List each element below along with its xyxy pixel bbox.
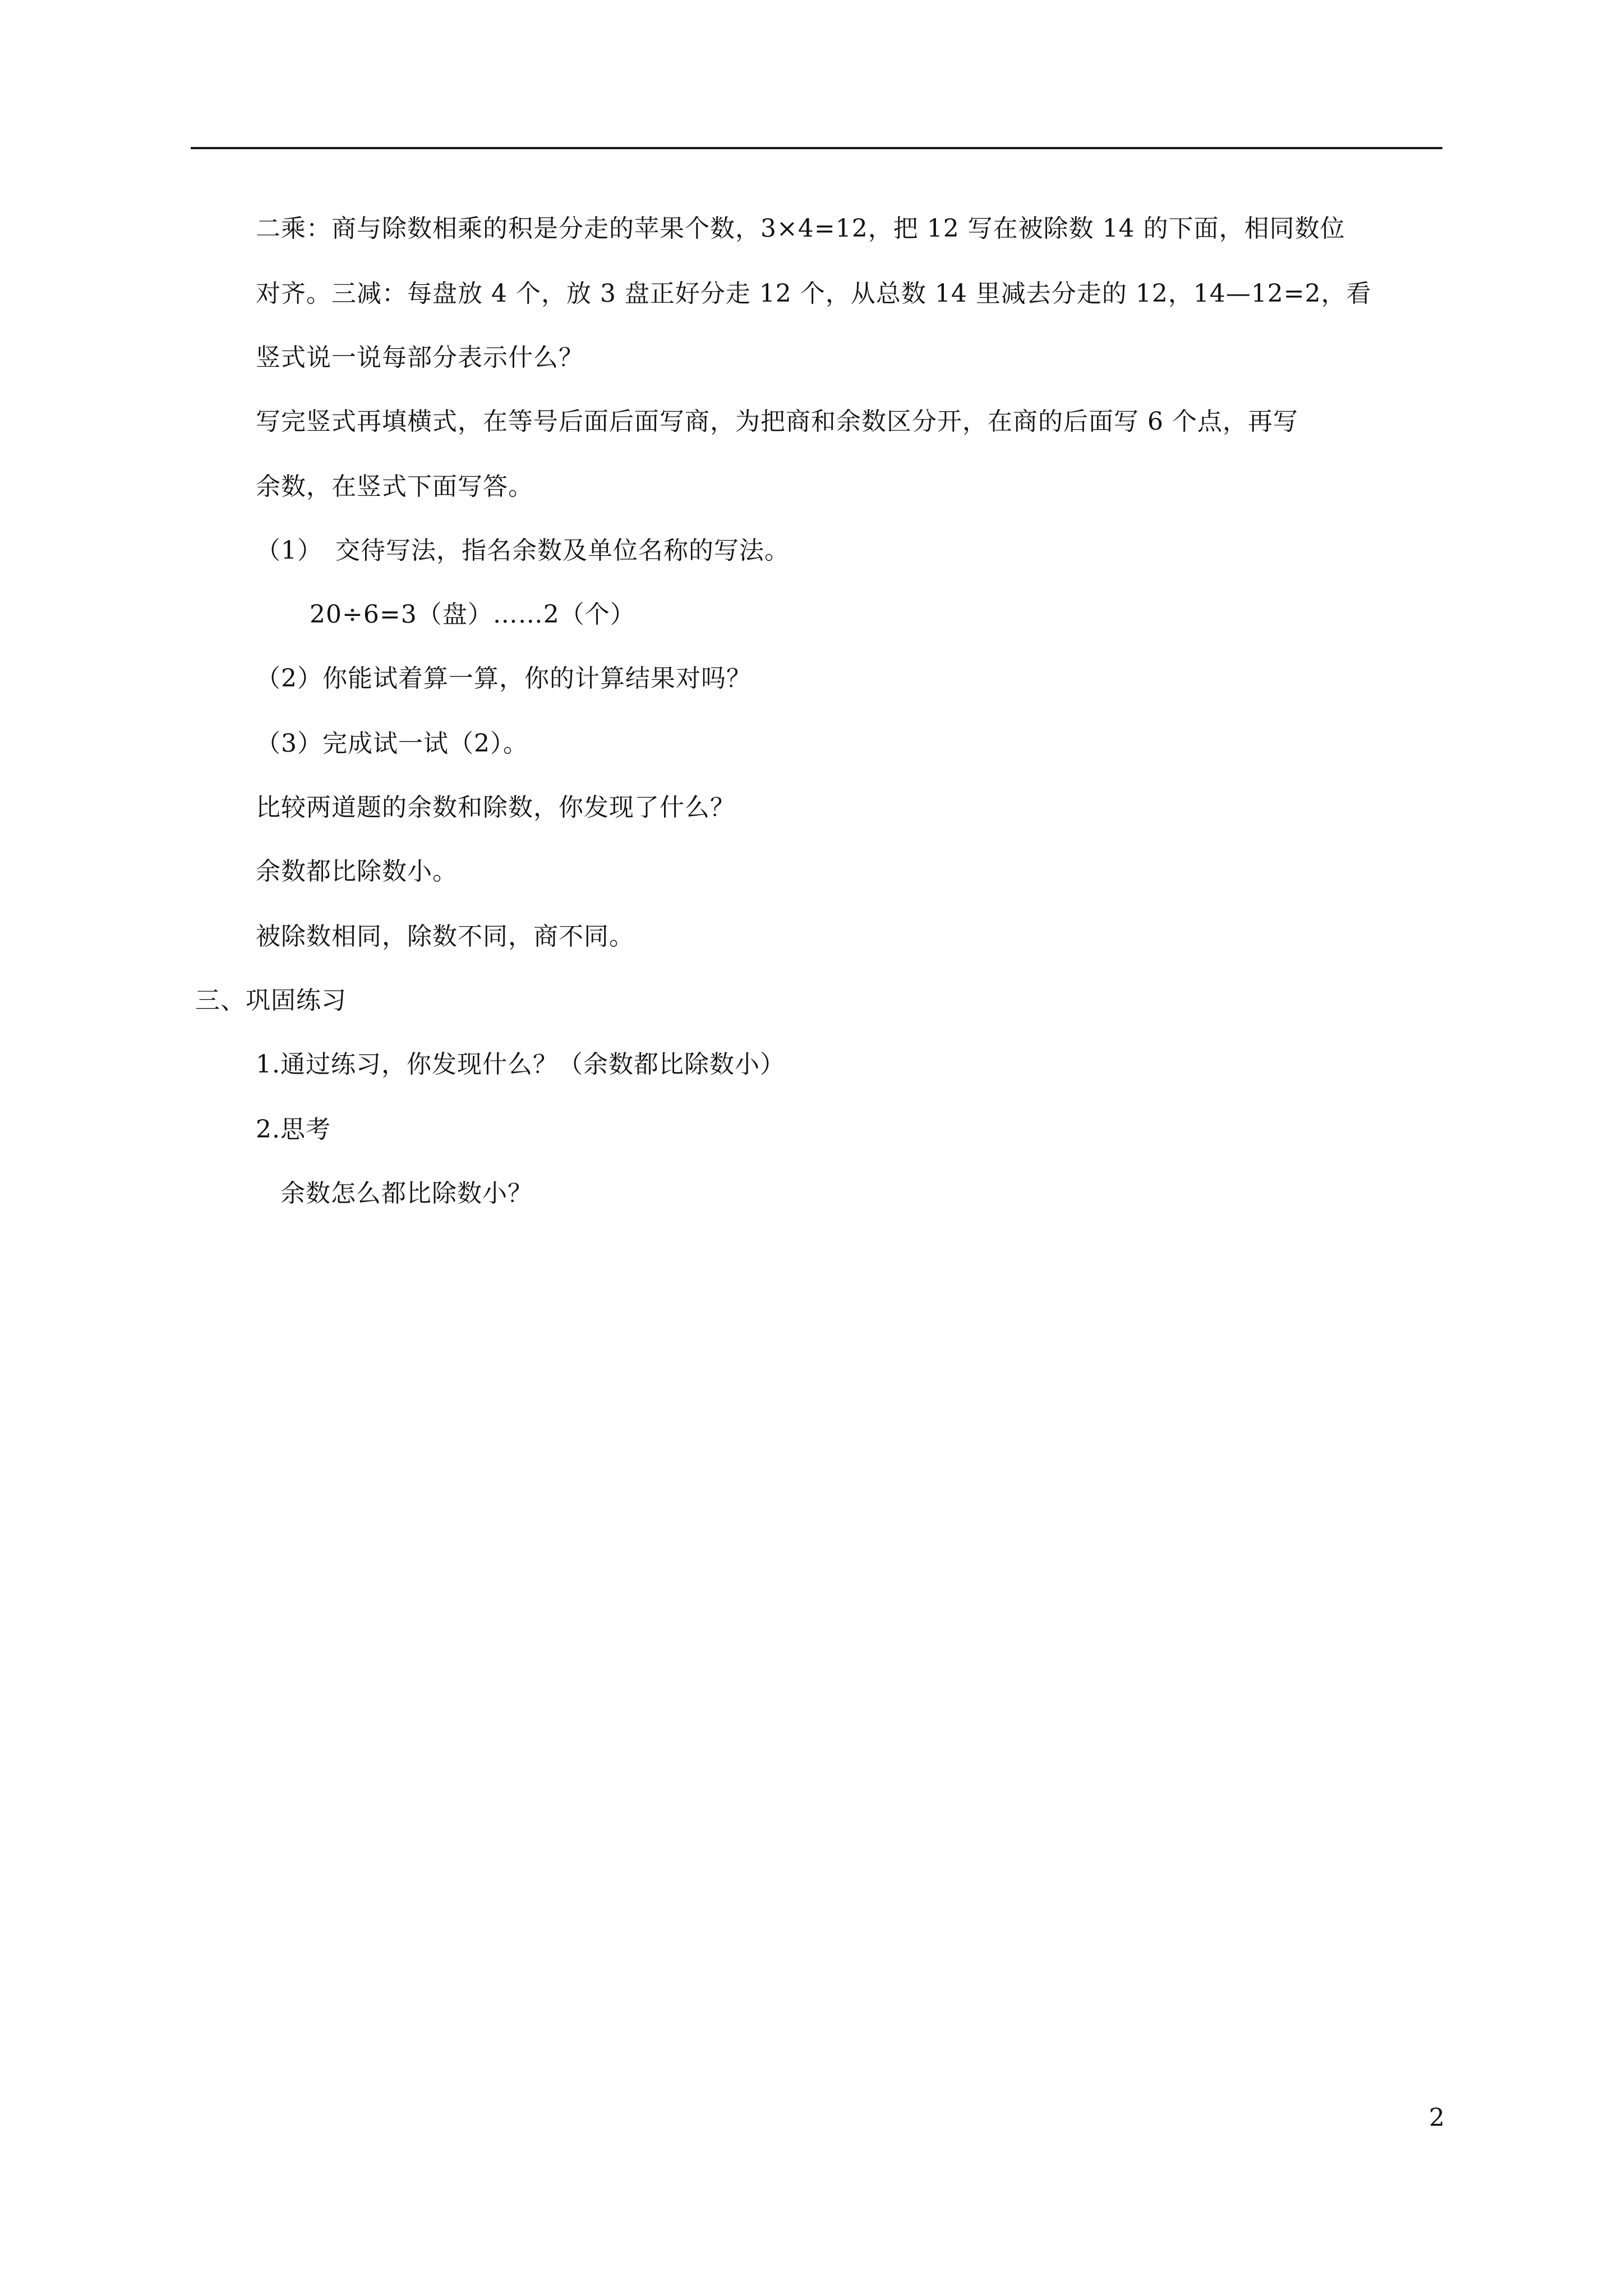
section-heading: 三、巩固练习 [195, 986, 347, 1015]
list-item: （1） 交待写法，指名余数及单位名称的写法。 [256, 536, 790, 565]
paragraph-line: 竖式说一说每部分表示什么？ [256, 343, 584, 372]
paragraph-line: 余数，在竖式下面写答。 [256, 472, 533, 501]
list-item: 2.思考 [256, 1115, 331, 1144]
paragraph-line: 余数都比除数小。 [256, 857, 458, 886]
page-number: 2 [1429, 2104, 1445, 2132]
header-rule [191, 147, 1442, 149]
paragraph-line: 对齐。三减：每盘放 4 个，放 3 盘正好分走 12 个，从总数 14 里减去分走的 12，14—12=2，看 [256, 279, 1372, 308]
list-item: （3）完成试一试（2）。 [256, 729, 528, 758]
paragraph-line: 被除数相同，除数不同，商不同。 [256, 922, 634, 951]
paragraph-line: 余数怎么都比除数小？ [280, 1179, 533, 1208]
list-item: 1.通过练习，你发现什么？（余数都比除数小） [256, 1050, 785, 1079]
equation: 20÷6=3（盘）……2（个） [310, 600, 635, 629]
paragraph-line: 比较两道题的余数和除数，你发现了什么？ [256, 793, 735, 822]
paragraph-line: 写完竖式再填横式，在等号后面后面写商，为把商和余数区分开，在商的后面写 6 个点，再写 [256, 407, 1298, 436]
list-item: （2）你能试着算一算，你的计算结果对吗？ [256, 664, 751, 693]
paragraph-line: 二乘：商与除数相乘的积是分走的苹果个数，3×4=12，把 12 写在被除数 14 的下面，相同数位 [256, 214, 1345, 243]
